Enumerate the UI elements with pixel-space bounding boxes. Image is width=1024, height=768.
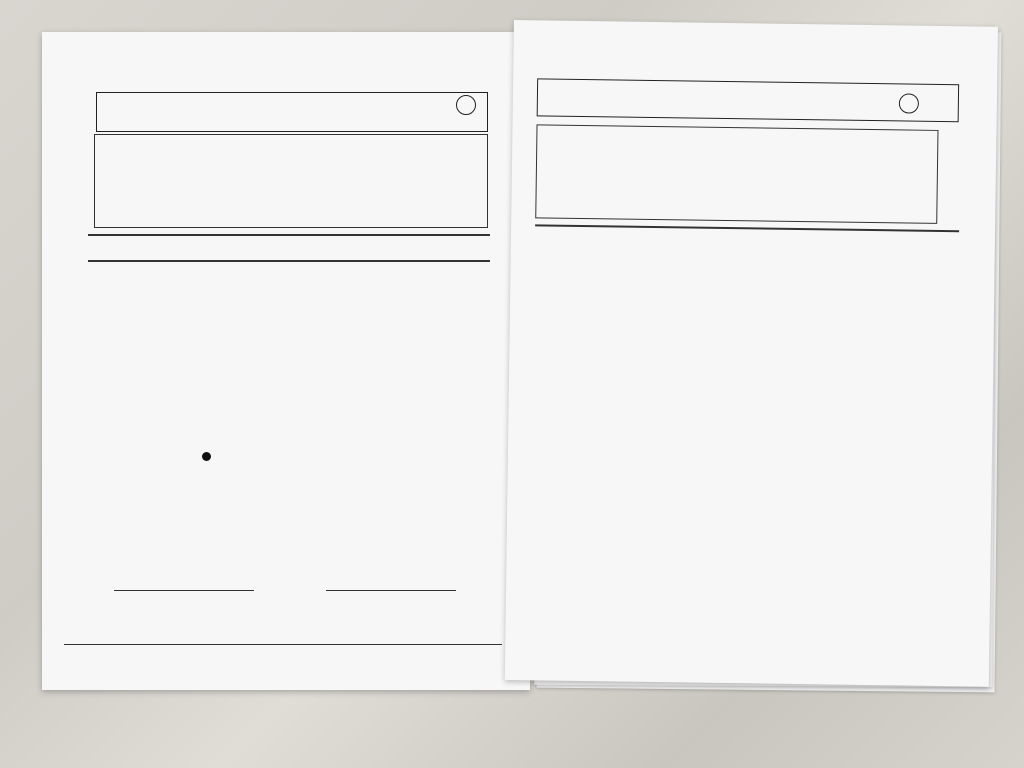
left-title-box (96, 92, 488, 132)
right-vehicle-info (535, 124, 938, 224)
signature-line-executor (114, 590, 254, 591)
left-vehicle-info (94, 134, 488, 228)
signature-line-final (326, 590, 456, 591)
left-section-title (88, 234, 490, 236)
extra-work-dot-icon (202, 452, 211, 461)
footer-line (64, 644, 502, 645)
vw-logo-icon (456, 95, 476, 115)
right-maintenance-sheet (505, 20, 998, 687)
right-section-title (535, 224, 959, 232)
left-check-table (88, 260, 490, 262)
right-title-box (537, 78, 959, 122)
left-maintenance-sheet (42, 32, 530, 690)
